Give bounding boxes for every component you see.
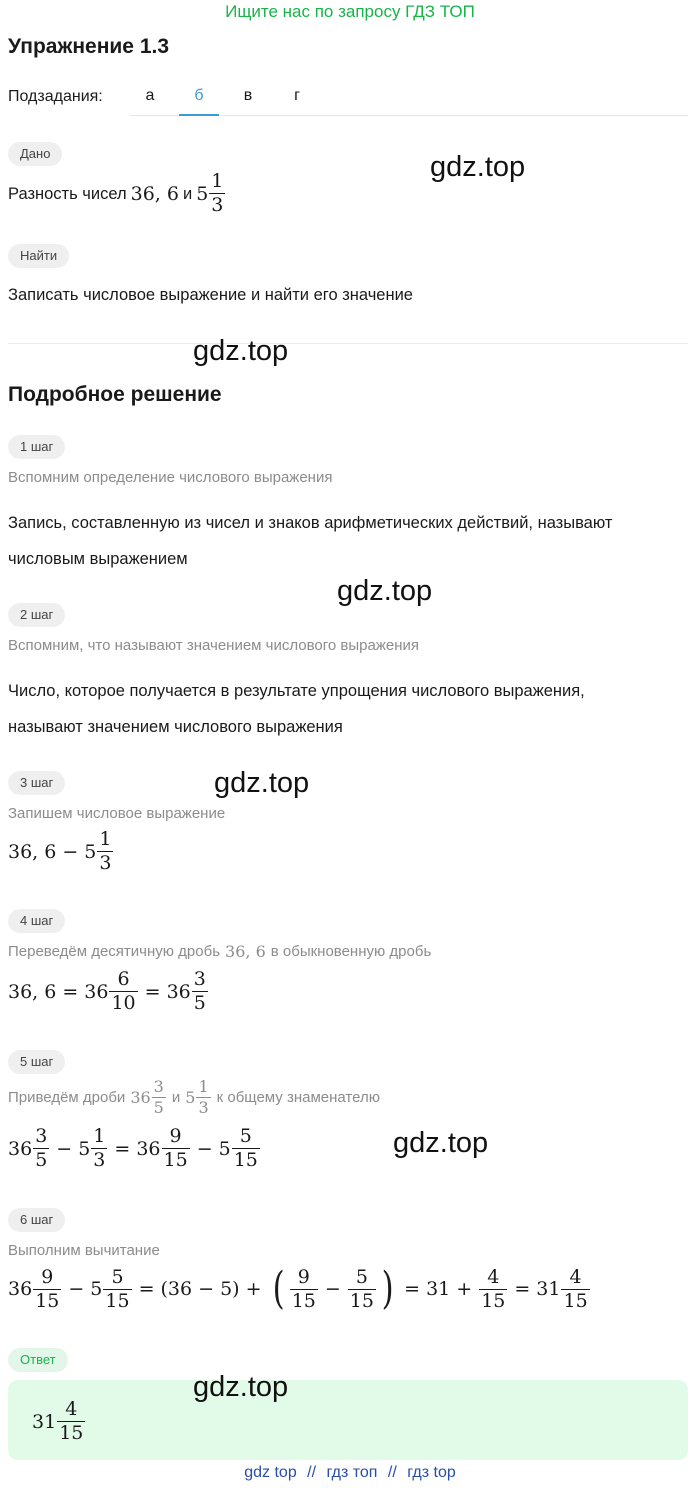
step-4-expression: 36, 6 = 36 $\frac{6}{10}$ = 36 $\frac{3}{5}$ — [8, 968, 206, 1014]
watermark: gdz.top — [214, 767, 310, 799]
step-4-hint: Переведём десятичную дробь 36, 6 в обыкновенную дробь — [8, 942, 432, 961]
answer-value: 31 $\frac{4}{15}$ — [32, 1398, 84, 1444]
answer-badge: Ответ — [8, 1348, 68, 1372]
step-2-line2: называют значением числового выражения — [8, 718, 343, 736]
subtasks-tabs — [130, 78, 688, 116]
watermark: gdz.top — [193, 1371, 289, 1403]
given-text — [8, 172, 226, 215]
step-5-hint: Приведём дроби 36 $\frac{3}{5}$ и 5 $\frac{1}{3}$ к общему знаменателю — [8, 1077, 380, 1117]
watermark: gdz.top — [193, 335, 289, 367]
footer-sep: // — [307, 1464, 317, 1481]
step-3-badge: 3 шаг — [8, 771, 65, 795]
step-2-badge: 2 шаг — [8, 603, 65, 627]
step-3-expression: 36, 6 − 5 $\frac{1}{3}$ — [8, 828, 112, 874]
footer-links — [0, 1462, 700, 1484]
watermark: gdz.top — [393, 1127, 489, 1159]
tab-g[interactable]: г — [294, 87, 300, 104]
divider — [8, 343, 688, 344]
step-4-badge: 4 шаг — [8, 909, 65, 933]
step-1-badge: 1 шаг — [8, 435, 65, 459]
footer-sep: // — [387, 1464, 397, 1481]
given-num1: 36, 6 — [130, 182, 179, 205]
footer-link-gdz-top-ru[interactable]: гдз топ — [326, 1464, 378, 1481]
watermark: gdz.top — [430, 151, 526, 183]
step-5-badge: 5 шаг — [8, 1050, 65, 1074]
watermark: gdz.top — [337, 575, 433, 607]
tab-v[interactable]: в — [243, 87, 253, 104]
given-num2 — [196, 172, 226, 215]
step-1-line2: числовым выражением — [8, 550, 188, 568]
step-6-badge: 6 шаг — [8, 1208, 65, 1232]
find-badge: Найти — [8, 244, 69, 268]
page-title: Упражнение 1.3 — [8, 35, 170, 58]
find-text: Записать числовое выражение и найти его значение — [8, 286, 413, 304]
given-prefix: Разность чисел — [8, 184, 127, 203]
given-num2-frac: $\frac{1}{3}$ — [211, 170, 224, 216]
answer-box — [8, 1380, 688, 1460]
step-5-expression: 36 $\frac{3}{5}$ − 5 $\frac{1}{3}$ = 36 $\frac{9}{15}$ − 5 $\frac{5}{15}$ — [8, 1125, 258, 1171]
given-conj: и — [182, 184, 193, 203]
step-1-body — [8, 505, 612, 577]
solution-title: Подробное решение — [8, 383, 222, 406]
step-6-hint: Выполним вычитание — [8, 1242, 160, 1259]
footer-link-gdz-top-mixed[interactable]: гдз top — [407, 1464, 456, 1481]
step-2-body — [8, 673, 585, 745]
step-3-hint: Запишем числовое выражение — [8, 805, 226, 822]
step-2-hint: Вспомним, что называют значением числового выражения — [8, 637, 419, 654]
tab-a[interactable]: а — [145, 87, 155, 104]
given-badge: Дано — [8, 142, 62, 166]
step-6-expression: 36 $\frac{9}{15}$ − 5 $\frac{5}{15}$ = (36 − 5) + ( $\frac{9}{15}$ − $\frac{5}{15}$ ) = 31 + $\frac{4}{15}$ = 31 $\frac{4}{15}$ — [8, 1263, 588, 1314]
step-1-hint: Вспомним определение числового выражения — [8, 469, 333, 486]
given-num2-whole: 5 — [196, 182, 209, 205]
step-2-line1: Число, которое получается в результате упрощения числового выражения, — [8, 682, 585, 700]
subtasks-label: Подзадания: — [8, 88, 103, 105]
step-1-line1: Запись, составленную из чисел и знаков арифметических действий, называют — [8, 514, 613, 532]
tab-b[interactable]: б — [179, 78, 219, 116]
top-banner[interactable]: Ищите нас по запросу ГДЗ ТОП — [225, 2, 475, 21]
footer-link-gdz-top[interactable]: gdz top — [244, 1464, 297, 1481]
